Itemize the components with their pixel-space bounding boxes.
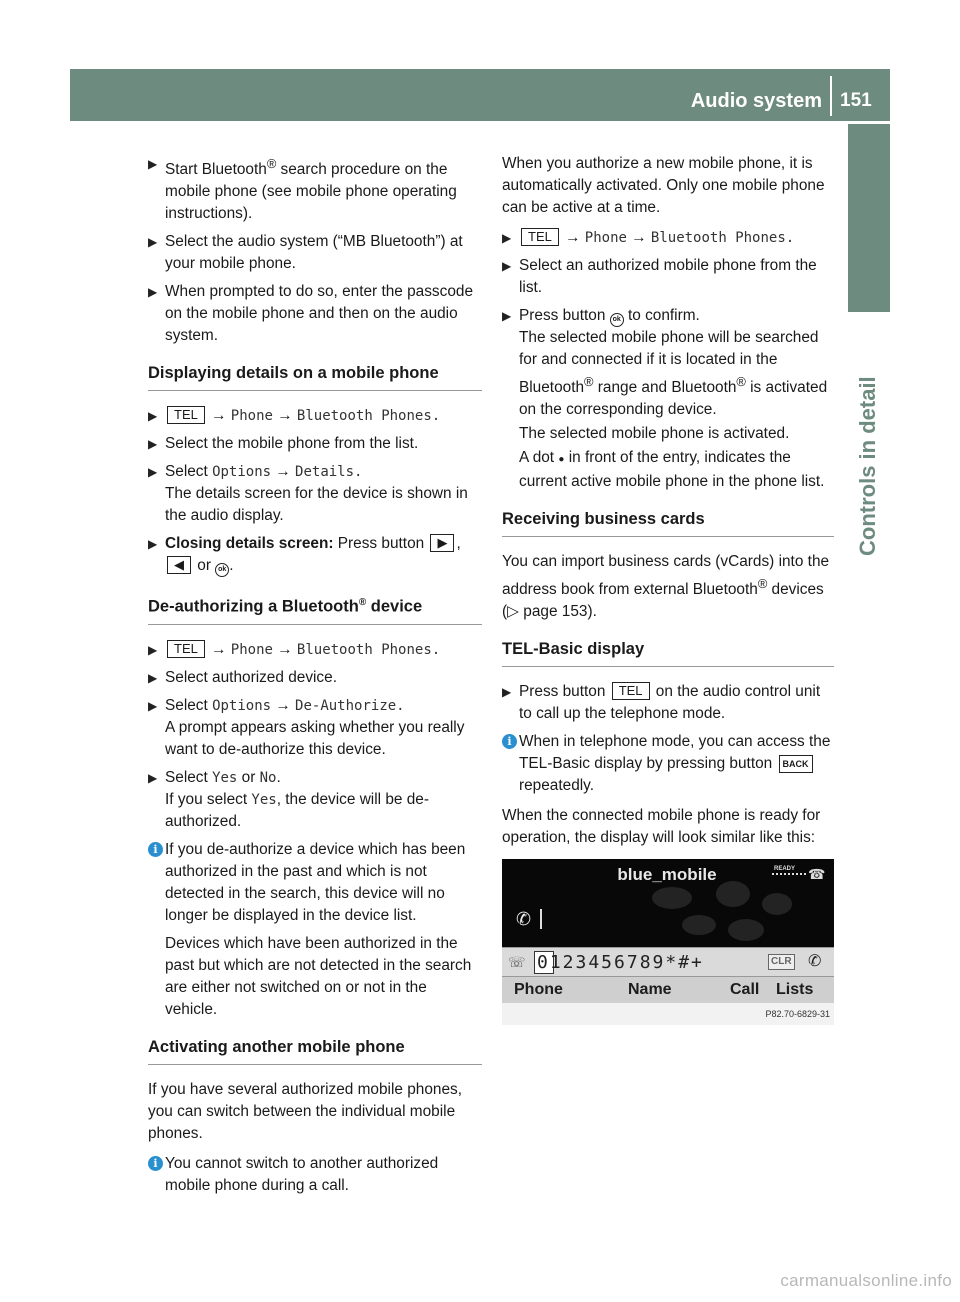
image-code: P82.70-6829-31 xyxy=(765,1009,830,1020)
heading-displaying-details: Displaying details on a mobile phone xyxy=(148,362,482,391)
step-arrow-icon: ▶ xyxy=(148,698,158,713)
chapter-label: Controls in detail xyxy=(855,376,880,556)
info-icon: i xyxy=(148,842,163,857)
step-item: ▶ Press button ok to confirm. The selected mobile phone will be searched for and connected if it is located in the Bluetooth® range and Bluetooth® is activated on the corresponding device. The selected mobile phone is activated. A dot ● in front of the entry, indicates the current active mobile phone in the phone list. xyxy=(502,307,828,491)
step-arrow-icon: ▶ xyxy=(148,770,158,785)
step-item: ▶ Press button TEL on the audio control unit to call up the telephone mode. xyxy=(502,683,821,723)
step-arrow-icon: ▶ xyxy=(148,437,158,452)
step-arrow-icon: ▶ xyxy=(502,259,512,273)
display-background-shape xyxy=(682,915,716,935)
step-item: ▶ When prompted to do so, enter the passcode on the mobile phone and then on the audio system. xyxy=(148,283,474,345)
step-item: ▶ Select the audio system (“MB Bluetooth”) at your mobile phone. xyxy=(148,233,463,273)
chapter-tab xyxy=(848,124,890,312)
display-background-shape xyxy=(762,893,792,915)
step-item: ▶ TEL → Phone → Bluetooth Phones. xyxy=(148,405,482,427)
step-arrow-icon: ▶ xyxy=(148,235,158,250)
phone-status-icon: ☎ xyxy=(808,866,826,883)
info-note: i You cannot switch to another authorized mobile phone during a call. xyxy=(148,1153,482,1197)
step-item: ▶ Select Yes or No. If you select Yes, the device will be de-authorized. xyxy=(148,768,429,830)
display-menu-bar xyxy=(502,977,834,1003)
left-column xyxy=(148,153,482,1205)
vcards-paragraph: You can import business cards (vCards) into the address book from external Bluetooth® devices (▷ page 153). xyxy=(502,553,830,621)
ok-button-icon: ok xyxy=(215,563,229,577)
display-digit-bar xyxy=(502,947,834,977)
heading-activating-phone: Activating another mobile phone xyxy=(148,1036,482,1065)
ok-button-icon: ok xyxy=(610,313,624,327)
display-background-shape xyxy=(652,887,692,909)
step-arrow-icon: ▶ xyxy=(148,670,158,685)
tel-key-icon: TEL xyxy=(167,640,205,658)
display-digits: 0123456789*#+ xyxy=(537,952,704,974)
display-status: READY xyxy=(774,866,796,873)
page-number: 151 xyxy=(840,90,872,111)
heading-tel-basic: TEL-Basic display xyxy=(502,638,834,667)
step-item: ▶ Select the mobile phone from the list. xyxy=(148,433,482,455)
right-key-icon: ▶ xyxy=(430,534,454,552)
step-item: ▶ Select Options → De-Authorize. A prompt appears asking whether you really want to de-authorize this device. xyxy=(148,696,465,758)
step-arrow-icon: ▶ xyxy=(148,285,158,300)
step-arrow-icon: ▶ xyxy=(148,537,158,552)
step-arrow-icon: ▶ xyxy=(148,409,158,424)
authorize-paragraph: When you authorize a new mobile phone, it is automatically activated. Only one mobile phone can be active at a time. xyxy=(502,155,825,216)
heading-deauthorizing: De-authorizing a Bluetooth® device xyxy=(148,592,482,625)
left-key-icon: ◀ xyxy=(167,556,191,574)
active-dot-icon: ● xyxy=(558,454,565,466)
header-divider xyxy=(830,76,832,116)
info-note: i When in telephone mode, you can access the TEL-Basic display by pressing button BACK repeatedly. xyxy=(502,731,834,797)
handset-icon: ✆ xyxy=(516,909,532,930)
display-menu-name: Name xyxy=(628,981,672,999)
step-item: ▶ Select authorized device. xyxy=(148,667,482,689)
step-arrow-icon: ▶ xyxy=(148,157,158,171)
page-ref-icon: ▷ xyxy=(507,603,519,621)
display-screen xyxy=(502,859,834,947)
display-footer xyxy=(502,1003,834,1025)
tel-key-icon: TEL xyxy=(521,228,559,246)
step-arrow-icon: ▶ xyxy=(502,309,512,323)
call-answer-icon: ✆ xyxy=(808,953,822,971)
heading-business-cards: Receiving business cards xyxy=(502,508,834,537)
hang-up-icon: ☏ xyxy=(508,954,526,971)
step-arrow-icon: ▶ xyxy=(148,642,158,657)
step-item: ▶ Closing details screen: Press button ▶ , ◀ or ok . xyxy=(148,533,482,577)
info-icon: i xyxy=(502,734,517,749)
step-arrow-icon: ▶ xyxy=(502,685,512,700)
step-item: ▶ Select an authorized mobile phone from the list. xyxy=(502,257,817,296)
input-cursor xyxy=(540,909,542,929)
clear-key: CLR xyxy=(768,954,795,970)
step-arrow-icon: ▶ xyxy=(148,465,158,480)
display-intro-paragraph: When the connected mobile phone is ready for operation, the display will look similar like this: xyxy=(502,807,821,847)
display-menu-call: Call xyxy=(730,981,760,999)
step-item: ▶ TEL → Phone → Bluetooth Phones. xyxy=(148,639,482,661)
step-arrow-icon: ▶ xyxy=(502,231,512,245)
activate-paragraph: If you have several authorized mobile phones, you can switch between the individual mobile phones. xyxy=(148,1080,462,1142)
step-item: ▶ TEL → Phone → Bluetooth Phones. xyxy=(502,227,834,249)
tel-key-icon: TEL xyxy=(167,406,205,424)
signal-bars-icon xyxy=(772,873,806,877)
section-title: Audio system xyxy=(690,90,822,112)
display-menu-phone: Phone xyxy=(514,981,563,999)
step-item: ▶ Select Options → Details. The details screen for the device is shown in the audio display. xyxy=(148,463,468,525)
right-column xyxy=(502,153,834,1025)
back-key-icon: BACK xyxy=(779,755,813,773)
footer-watermark: carmanualsonline.info xyxy=(780,1271,952,1290)
display-menu-lists: Lists xyxy=(776,981,814,999)
display-device-name: blue_mobile xyxy=(617,865,717,885)
step-item: ▶ Start Bluetooth® search procedure on the mobile phone (see mobile phone operating instructions). xyxy=(148,153,482,225)
tel-key-icon: TEL xyxy=(612,682,650,700)
display-background-shape xyxy=(728,919,764,941)
tel-basic-display-image xyxy=(502,859,834,1025)
info-icon: i xyxy=(148,1156,163,1171)
info-note: i If you de-authorize a device which has been authorized in the past and which is not detected in the search, this device will no longer be displayed in the device list. Devices which have been authorized in the past but which are not detected in the search are either not switched on or not in the vehicle. xyxy=(148,839,482,1021)
